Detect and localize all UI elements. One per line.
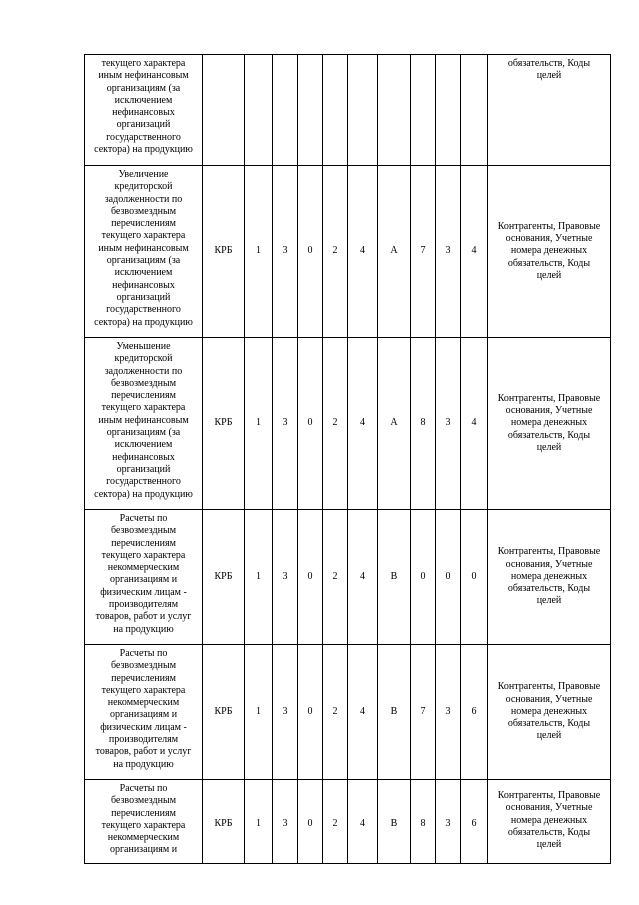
table-row [85, 780, 611, 864]
table-row [85, 55, 611, 166]
digit-cell: 3 [436, 645, 461, 780]
digit-cell: 3 [436, 780, 461, 864]
digit-cell: 0 [298, 645, 323, 780]
digit-cell: 6 [461, 645, 488, 780]
analytics-text: Контрагенты, Правовые основания, Учетные номера денежных обязательств, Коды целей [497, 220, 601, 281]
account-name: Расчеты по безвозмездным перечислениям текущего характера некоммерческим организациям и [101, 783, 186, 856]
digit-cell [461, 55, 488, 166]
digit-cell: В [378, 510, 411, 645]
digit-cell: 4 [348, 780, 378, 864]
digit-cell: 1 [245, 510, 273, 645]
digit-cell: 3 [273, 338, 298, 510]
code-cell: КРБ [203, 338, 245, 510]
digit-cell: 1 [245, 645, 273, 780]
digit-cell: 1 [245, 166, 273, 338]
digit-cell: 0 [298, 338, 323, 510]
account-name: Расчеты по безвозмездным перечислениям текущего характера некоммерческим организациям и физическим лицам - производителям товаров, работ и услуг на продукцию [95, 513, 192, 635]
digit-cell: 2 [323, 338, 348, 510]
digit-cell [436, 55, 461, 166]
digit-cell [245, 55, 273, 166]
account-name-cell [85, 166, 203, 338]
digit-cell [323, 55, 348, 166]
digit-cell: 4 [461, 166, 488, 338]
digit-cell: 2 [323, 645, 348, 780]
digit-cell: 3 [436, 166, 461, 338]
code-cell: КРБ [203, 166, 245, 338]
digit-cell: 3 [273, 510, 298, 645]
code-cell: КРБ [203, 780, 245, 864]
account-name: Уменьшение кредиторской задолженности по безвозмездным перечислениям текущего характера иным нефинансовым организациям (за исключением нефинансовых организаций государственного сектора) на продукцию [94, 341, 193, 500]
digit-cell [348, 55, 378, 166]
table-row [85, 338, 611, 510]
account-name-cell [85, 645, 203, 780]
digit-cell [411, 55, 436, 166]
analytics-cell [488, 645, 611, 780]
analytics-cell [488, 780, 611, 864]
accounts-table [84, 54, 611, 864]
digit-cell: 4 [348, 338, 378, 510]
digit-cell [378, 55, 411, 166]
digit-cell: 4 [461, 338, 488, 510]
digit-cell: В [378, 780, 411, 864]
table-row [85, 645, 611, 780]
digit-cell: 3 [273, 166, 298, 338]
digit-cell: 7 [411, 166, 436, 338]
account-name: текущего характера иным нефинансовым организациям (за исключением нефинансовых организаций государственного сектора) на продукцию [94, 58, 193, 156]
account-name-cell [85, 338, 203, 510]
digit-cell: 7 [411, 645, 436, 780]
digit-cell: 0 [298, 780, 323, 864]
analytics-text: Контрагенты, Правовые основания, Учетные номера денежных обязательств, Коды целей [497, 681, 601, 742]
account-name: Увеличение кредиторской задолженности по безвозмездным перечислениям текущего характера иным нефинансовым организациям (за исключением нефинансовых организаций государственного сектора) на продукцию [94, 169, 193, 328]
digit-cell: 4 [348, 166, 378, 338]
digit-cell: 0 [298, 166, 323, 338]
digit-cell: 4 [348, 645, 378, 780]
digit-cell [273, 55, 298, 166]
digit-cell: В [378, 645, 411, 780]
digit-cell: 1 [245, 780, 273, 864]
analytics-cell [488, 510, 611, 645]
digit-cell: 1 [245, 338, 273, 510]
account-name-cell [85, 510, 203, 645]
analytics-text: обязательств, Коды целей [507, 58, 591, 82]
digit-cell: 2 [323, 166, 348, 338]
digit-cell: 6 [461, 780, 488, 864]
account-name-cell [85, 780, 203, 864]
digit-cell: 8 [411, 780, 436, 864]
digit-cell: 0 [298, 510, 323, 645]
code-cell: КРБ [203, 645, 245, 780]
digit-cell [298, 55, 323, 166]
digit-cell: 3 [273, 780, 298, 864]
digit-cell: А [378, 166, 411, 338]
digit-cell: 0 [411, 510, 436, 645]
code-cell: КРБ [203, 510, 245, 645]
digit-cell: 0 [436, 510, 461, 645]
digit-cell: 8 [411, 338, 436, 510]
code-cell [203, 55, 245, 166]
table-row [85, 166, 611, 338]
digit-cell: 0 [461, 510, 488, 645]
digit-cell: А [378, 338, 411, 510]
digit-cell: 3 [436, 338, 461, 510]
analytics-text: Контрагенты, Правовые основания, Учетные номера денежных обязательств, Коды целей [497, 546, 601, 607]
table-row [85, 510, 611, 645]
digit-cell: 4 [348, 510, 378, 645]
analytics-cell [488, 338, 611, 510]
digit-cell: 2 [323, 780, 348, 864]
analytics-cell [488, 166, 611, 338]
account-name-cell [85, 55, 203, 166]
digit-cell: 2 [323, 510, 348, 645]
digit-cell: 3 [273, 645, 298, 780]
account-name: Расчеты по безвозмездным перечислениям текущего характера некоммерческим организациям и физическим лицам - производителям товаров, работ и услуг на продукцию [95, 648, 192, 770]
analytics-text: Контрагенты, Правовые основания, Учетные номера денежных обязательств, Коды целей [497, 392, 601, 453]
analytics-text: Контрагенты, Правовые основания, Учетные номера денежных обязательств, Коды целей [497, 790, 601, 851]
analytics-cell [488, 55, 611, 166]
